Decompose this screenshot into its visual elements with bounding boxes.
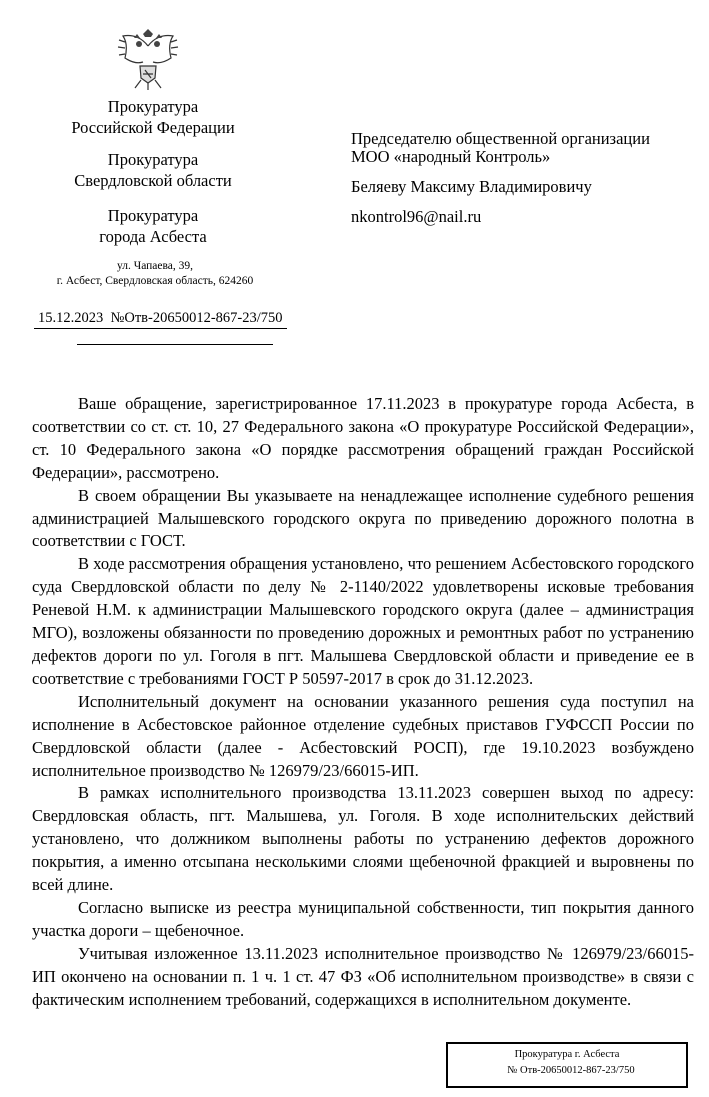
stamp-number-sign: № xyxy=(507,1065,518,1076)
sender-org-federal xyxy=(40,96,266,138)
letter-body xyxy=(32,393,694,1011)
stamp-org: Прокуратура г. Асбеста xyxy=(514,1049,620,1060)
stamp-number-line xyxy=(448,1065,686,1076)
address-line: ул. Чапаева, 39, xyxy=(116,260,194,272)
paragraph: В ходе рассмотрения обращения установлено, что решением Асбестовского городского суда Свердловской области по делу № 2-1140/2022 удовлетворены исковые требования Реневой Н.М. к администрации Малышевского городского округа (далее – администрация МГО), возложены обязанности по проведению дорожных и ремонтных работ по устранению дефектов дороги по ул. Гоголя в пгт. Малышева Свердловской области и приведение ее в соответствие с требованиями ГОСТ Р 50597-2017 в срок до 31.12.2023. xyxy=(32,554,694,688)
org-line: Прокуратура xyxy=(107,150,199,169)
sender-address xyxy=(30,259,280,289)
number-sign: № xyxy=(110,310,125,326)
org-line: Свердловской области xyxy=(74,171,232,190)
paragraph: Согласно выписке из реестра муниципальной собственности, тип покрытия данного участка дороги – щебеночное. xyxy=(32,897,694,940)
paragraph: Ваше обращение, зарегистрированное 17.11.2023 в прокуратуре города Асбеста, в соответствии со ст. ст. 10, 27 Федерального закона «О прокуратуре Российской Федерации», ст. 10 Федерального закона «О порядке рассмотрения обращений граждан Российской Федерации», рассмотрено. xyxy=(32,394,694,482)
stamp-number: Отв-20650012-867-23/750 xyxy=(520,1065,635,1076)
registration-stamp xyxy=(446,1042,688,1088)
registration-number: Отв-20650012-867-23/750 xyxy=(124,310,283,326)
divider xyxy=(77,344,273,345)
recipient-email: nkontrol96@nail.ru xyxy=(351,207,482,226)
sender-org-regional xyxy=(40,149,266,191)
org-line: Прокуратура xyxy=(107,97,199,116)
registration-date: 15.12.2023 xyxy=(38,310,104,326)
paragraph: В рамках исполнительного производства 13.11.2023 совершен выход по адресу: Свердловская область, пгт. Малышева, ул. Гоголя. В ходе исполнительских действий установлено, что должником выполнены работы по устранению дефектов дорожного покрытия, а именно отсыпана несколькими слоями щебеночной фракцией и выровнены по всей длине. xyxy=(32,783,694,895)
recipient-name: Беляеву Максиму Владимировичу xyxy=(351,177,592,196)
registration-line xyxy=(34,310,324,329)
recipient-org xyxy=(351,130,650,166)
paragraph: Исполнительный документ на основании указанного решения суда поступил на исполнение в Асбестовское районное отделение судебных приставов ГУФССП России по Свердловской области (далее - Асбестовский РОСП), где 19.10.2023 возбуждено исполнительное производство № 126979/23/66015-ИП. xyxy=(32,691,694,780)
address-line: г. Асбест, Свердловская область, 624260 xyxy=(56,275,254,287)
sender-org-city xyxy=(40,205,266,247)
emblem-icon xyxy=(115,28,181,92)
paragraph: Учитывая изложенное 13.11.2023 исполнительное производство № 126979/23/66015-ИП окончено на основании п. 1 ч. 1 ст. 47 ФЗ «Об исполнительном производстве» в связи с фактическим исполнением требований, содержащихся в исполнительном документе. xyxy=(32,943,694,1009)
org-line: Российской Федерации xyxy=(71,118,235,137)
org-line: Прокуратура xyxy=(107,206,199,225)
paragraph: В своем обращении Вы указываете на ненадлежащее исполнение судебного решения администрацией Малышевского городского округа по приведению дорожного полотна в соответствии с ГОСТ. xyxy=(32,485,694,551)
recipient-line: МОО «народный Контроль» xyxy=(351,147,551,166)
recipient-line: Председателю общественной организации xyxy=(351,129,650,148)
org-line: города Асбеста xyxy=(99,227,207,246)
